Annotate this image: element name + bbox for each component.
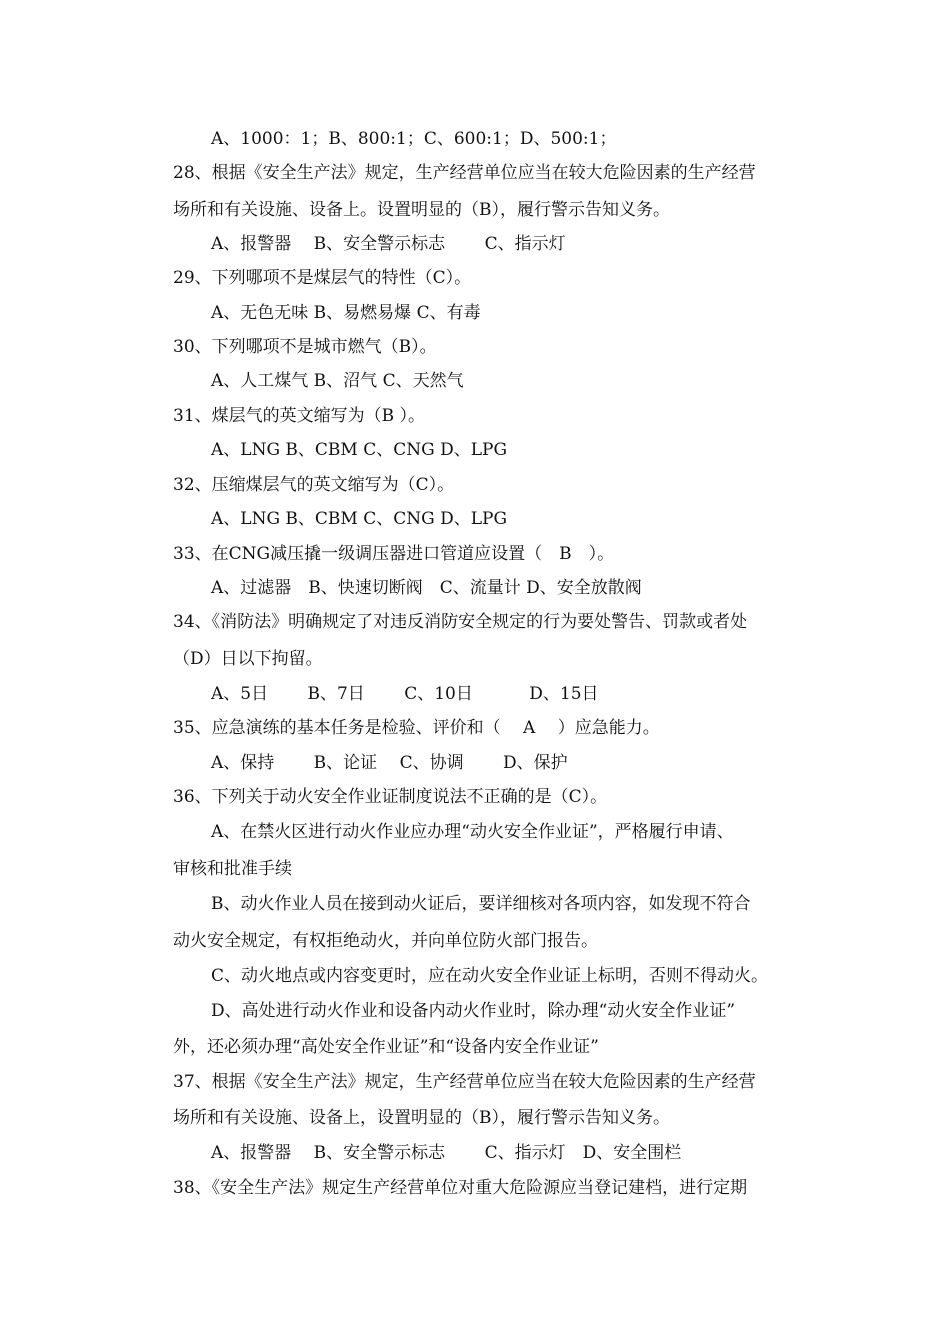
option-36-d-continued: 外，还必须办理“高处安全作业证”和“设备内安全作业证” [173,1037,599,1057]
question-28: 28、根据《安全生产法》规定，生产经营单位应当在较大危险因素的生产经营 [173,163,756,183]
question-38: 38、《安全生产法》规定生产经营单位对重大危险源应当登记建档，进行定期 [173,1178,748,1198]
question-34-continued: （D）日以下拘留。 [173,649,323,669]
option-36-b-continued: 动火安全规定，有权拒绝动火，并向单位防火部门报告。 [173,931,598,951]
answer-options-31: A、LNG B、CBM C、CNG D、LPG [211,440,508,460]
question-34: 34、《消防法》明确规定了对违反消防安全规定的行为要处警告、罚款或者处 [173,612,748,632]
question-33: 33、在CNG减压撬一级调压器进口管道应设置（ B ）。 [173,544,615,564]
answer-options-29: A、无色无味 B、易燃易爆 C、有毒 [211,303,481,323]
answer-options-27: A、1000：1；B、800:1；C、600:1；D、500:1； [211,129,617,149]
answer-options-35: A、保持 B、论证 C、协调 D、保护 [211,753,568,773]
answer-options-34: A、5日 B、7日 C、10日 D、15日 [211,684,599,704]
option-36-c: C、动火地点或内容变更时，应在动火安全作业证上标明，否则不得动火。 [211,966,769,986]
question-29: 29、下列哪项不是煤层气的特性（C）。 [173,268,472,288]
question-28-continued: 场所和有关设施、设备上。设置明显的（B），履行警示告知义务。 [173,200,670,220]
answer-options-37: A、报警器 B、安全警示标志 C、指示灯 D、安全围栏 [211,1143,682,1163]
answer-options-33: A、过滤器 B、快速切断阀 C、流量计 D、安全放散阀 [211,578,642,598]
question-32: 32、压缩煤层气的英文缩写为（C）。 [173,475,455,495]
question-37-continued: 场所和有关设施、设备上，设置明显的（B），履行警示告知义务。 [173,1108,670,1128]
question-35: 35、应急演练的基本任务是检验、评价和（ A ）应急能力。 [173,718,660,738]
question-37: 37、根据《安全生产法》规定，生产经营单位应当在较大危险因素的生产经营 [173,1072,756,1092]
option-36-a: A、在禁火区进行动火作业应办理“动火安全作业证”，严格履行申请、 [211,822,734,842]
answer-options-32: A、LNG B、CBM C、CNG D、LPG [211,509,508,529]
option-36-d: D、高处进行动火作业和设备内动火作业时，除办理“动火安全作业证” [211,1001,736,1021]
question-31: 31、煤层气的英文缩写为（B ）。 [173,406,426,426]
option-36-a-continued: 审核和批准手续 [173,859,292,879]
option-36-b: B、动火作业人员在接到动火证后，要详细核对各项内容，如发现不符合 [211,894,751,914]
answer-options-30: A、人工煤气 B、沼气 C、天然气 [211,371,464,391]
question-30: 30、下列哪项不是城市燃气（B）。 [173,337,437,357]
question-36: 36、下列关于动火安全作业证制度说法不正确的是（C）。 [173,787,608,807]
answer-options-28: A、报警器 B、安全警示标志 C、指示灯 [211,234,566,254]
